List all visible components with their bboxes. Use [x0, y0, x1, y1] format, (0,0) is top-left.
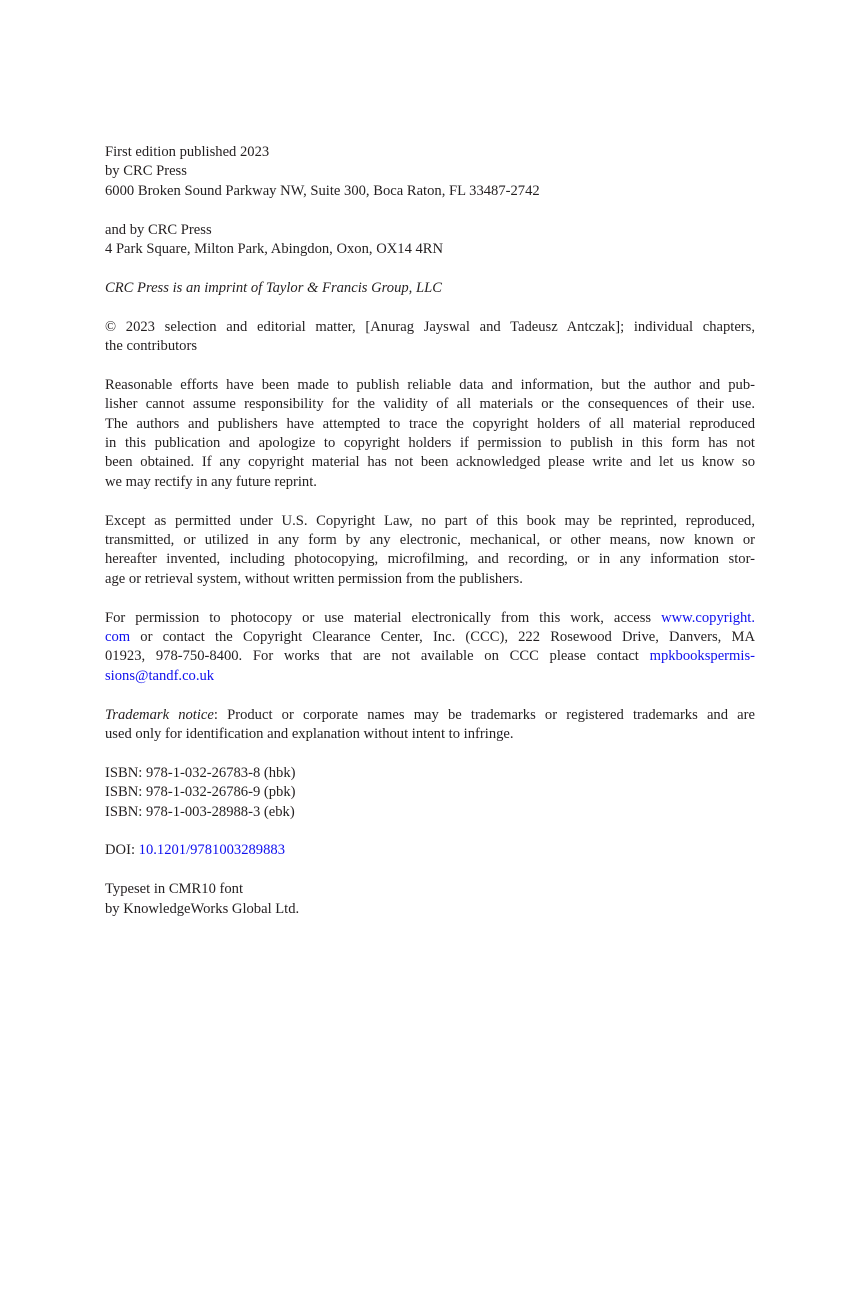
text-line — [105, 725, 755, 744]
text-line — [105, 395, 755, 414]
paragraph — [105, 706, 755, 745]
text-line — [105, 900, 755, 919]
text: Reasonable efforts have been made to publish reliable data and information, but the author and pub- — [105, 376, 755, 393]
paragraph — [105, 609, 755, 687]
text: by CRC Press — [105, 163, 187, 180]
paragraph — [105, 376, 755, 492]
text: age or retrieval system, without written permission from the publishers. — [105, 570, 523, 587]
text-line — [105, 162, 755, 181]
link[interactable]: com — [105, 629, 131, 646]
link[interactable]: mpkbookspermis- — [649, 648, 755, 665]
text-line — [105, 550, 755, 569]
text-line — [105, 279, 755, 298]
text: 6000 Broken Sound Parkway NW, Suite 300, Boca Raton, FL 33487-2742 — [105, 182, 540, 199]
text-line — [105, 628, 755, 647]
text: Typeset in CMR10 font — [105, 881, 244, 898]
text: For permission to photocopy or use material electronically from this work, access — [105, 609, 662, 626]
text-line — [105, 318, 755, 337]
text: ISBN: 978-1-003-28988-3 (ebk) — [105, 803, 295, 820]
text: lisher cannot assume responsibility for the validity of all materials or the consequences of their use. — [105, 396, 755, 413]
text-line — [105, 667, 755, 686]
text: Except as permitted under U.S. Copyright Law, no part of this book may be reprinted, reproduced, — [105, 512, 755, 529]
text: © 2023 selection and editorial matter, [Anurag Jayswal and Tadeusz Antczak]; individual chapters, — [105, 318, 755, 335]
paragraph — [105, 279, 755, 298]
italic-text: CRC Press is an imprint of Taylor & Francis Group, LLC — [105, 279, 442, 296]
text-line — [105, 803, 755, 822]
paragraph — [105, 764, 755, 822]
text-line — [105, 531, 755, 550]
text-line — [105, 415, 755, 434]
text: DOI: — [105, 842, 139, 859]
text-line — [105, 434, 755, 453]
italic-text: Trademark notice — [105, 706, 214, 723]
text-line — [105, 182, 755, 201]
text-line — [105, 512, 755, 531]
text: : Product or corporate names may be trademarks or registered trademarks and are — [213, 706, 755, 723]
text-line — [105, 647, 755, 666]
text: or contact the Copyright Clearance Center, Inc. (CCC), 222 Rosewood Drive, Danvers, MA — [130, 629, 755, 646]
link[interactable]: 10.1201/9781003289883 — [138, 842, 285, 859]
text-line — [105, 609, 755, 628]
copyright-page — [105, 143, 755, 938]
text-line — [105, 706, 755, 725]
text: The authors and publishers have attempted to trace the copyright holders of all material reproduced — [105, 415, 755, 432]
text: been obtained. If any copyright material has not been acknowledged please write and let us know so — [105, 454, 755, 471]
text-line — [105, 880, 755, 899]
text-line — [105, 337, 755, 356]
paragraph — [105, 841, 755, 860]
paragraph — [105, 880, 755, 919]
text-line — [105, 240, 755, 259]
text: the contributors — [105, 338, 198, 355]
text-line — [105, 783, 755, 802]
text: we may rectify in any future reprint. — [105, 473, 317, 490]
paragraph — [105, 512, 755, 590]
text: hereafter invented, including photocopying, microfilming, and recording, or in any information stor- — [105, 551, 755, 568]
text: 4 Park Square, Milton Park, Abingdon, Oxon, OX14 4RN — [105, 241, 444, 258]
text-line — [105, 570, 755, 589]
text-line — [105, 376, 755, 395]
paragraph — [105, 318, 755, 357]
paragraph — [105, 143, 755, 201]
text: used only for identification and explanation without intent to infringe. — [105, 726, 514, 743]
link[interactable]: www.copyright. — [661, 609, 755, 626]
text: ISBN: 978-1-032-26786-9 (pbk) — [105, 784, 296, 801]
text-line — [105, 221, 755, 240]
text: First edition published 2023 — [105, 144, 270, 160]
text: in this publication and apologize to copyright holders if permission to publish in this form has not — [105, 435, 755, 452]
text-line — [105, 143, 755, 162]
text-line — [105, 473, 755, 492]
text: and by CRC Press — [105, 221, 212, 238]
text-line — [105, 841, 755, 860]
text: 01923, 978-750-8400. For works that are not available on CCC please contact — [105, 648, 650, 665]
text-line — [105, 764, 755, 783]
paragraph — [105, 221, 755, 260]
text: by KnowledgeWorks Global Ltd. — [105, 900, 300, 917]
link[interactable]: sions@tandf.co.uk — [105, 667, 215, 684]
text: ISBN: 978-1-032-26783-8 (hbk) — [105, 764, 296, 781]
text-line — [105, 453, 755, 472]
text: transmitted, or utilized in any form by any electronic, mechanical, or other means, now known or — [105, 532, 755, 549]
